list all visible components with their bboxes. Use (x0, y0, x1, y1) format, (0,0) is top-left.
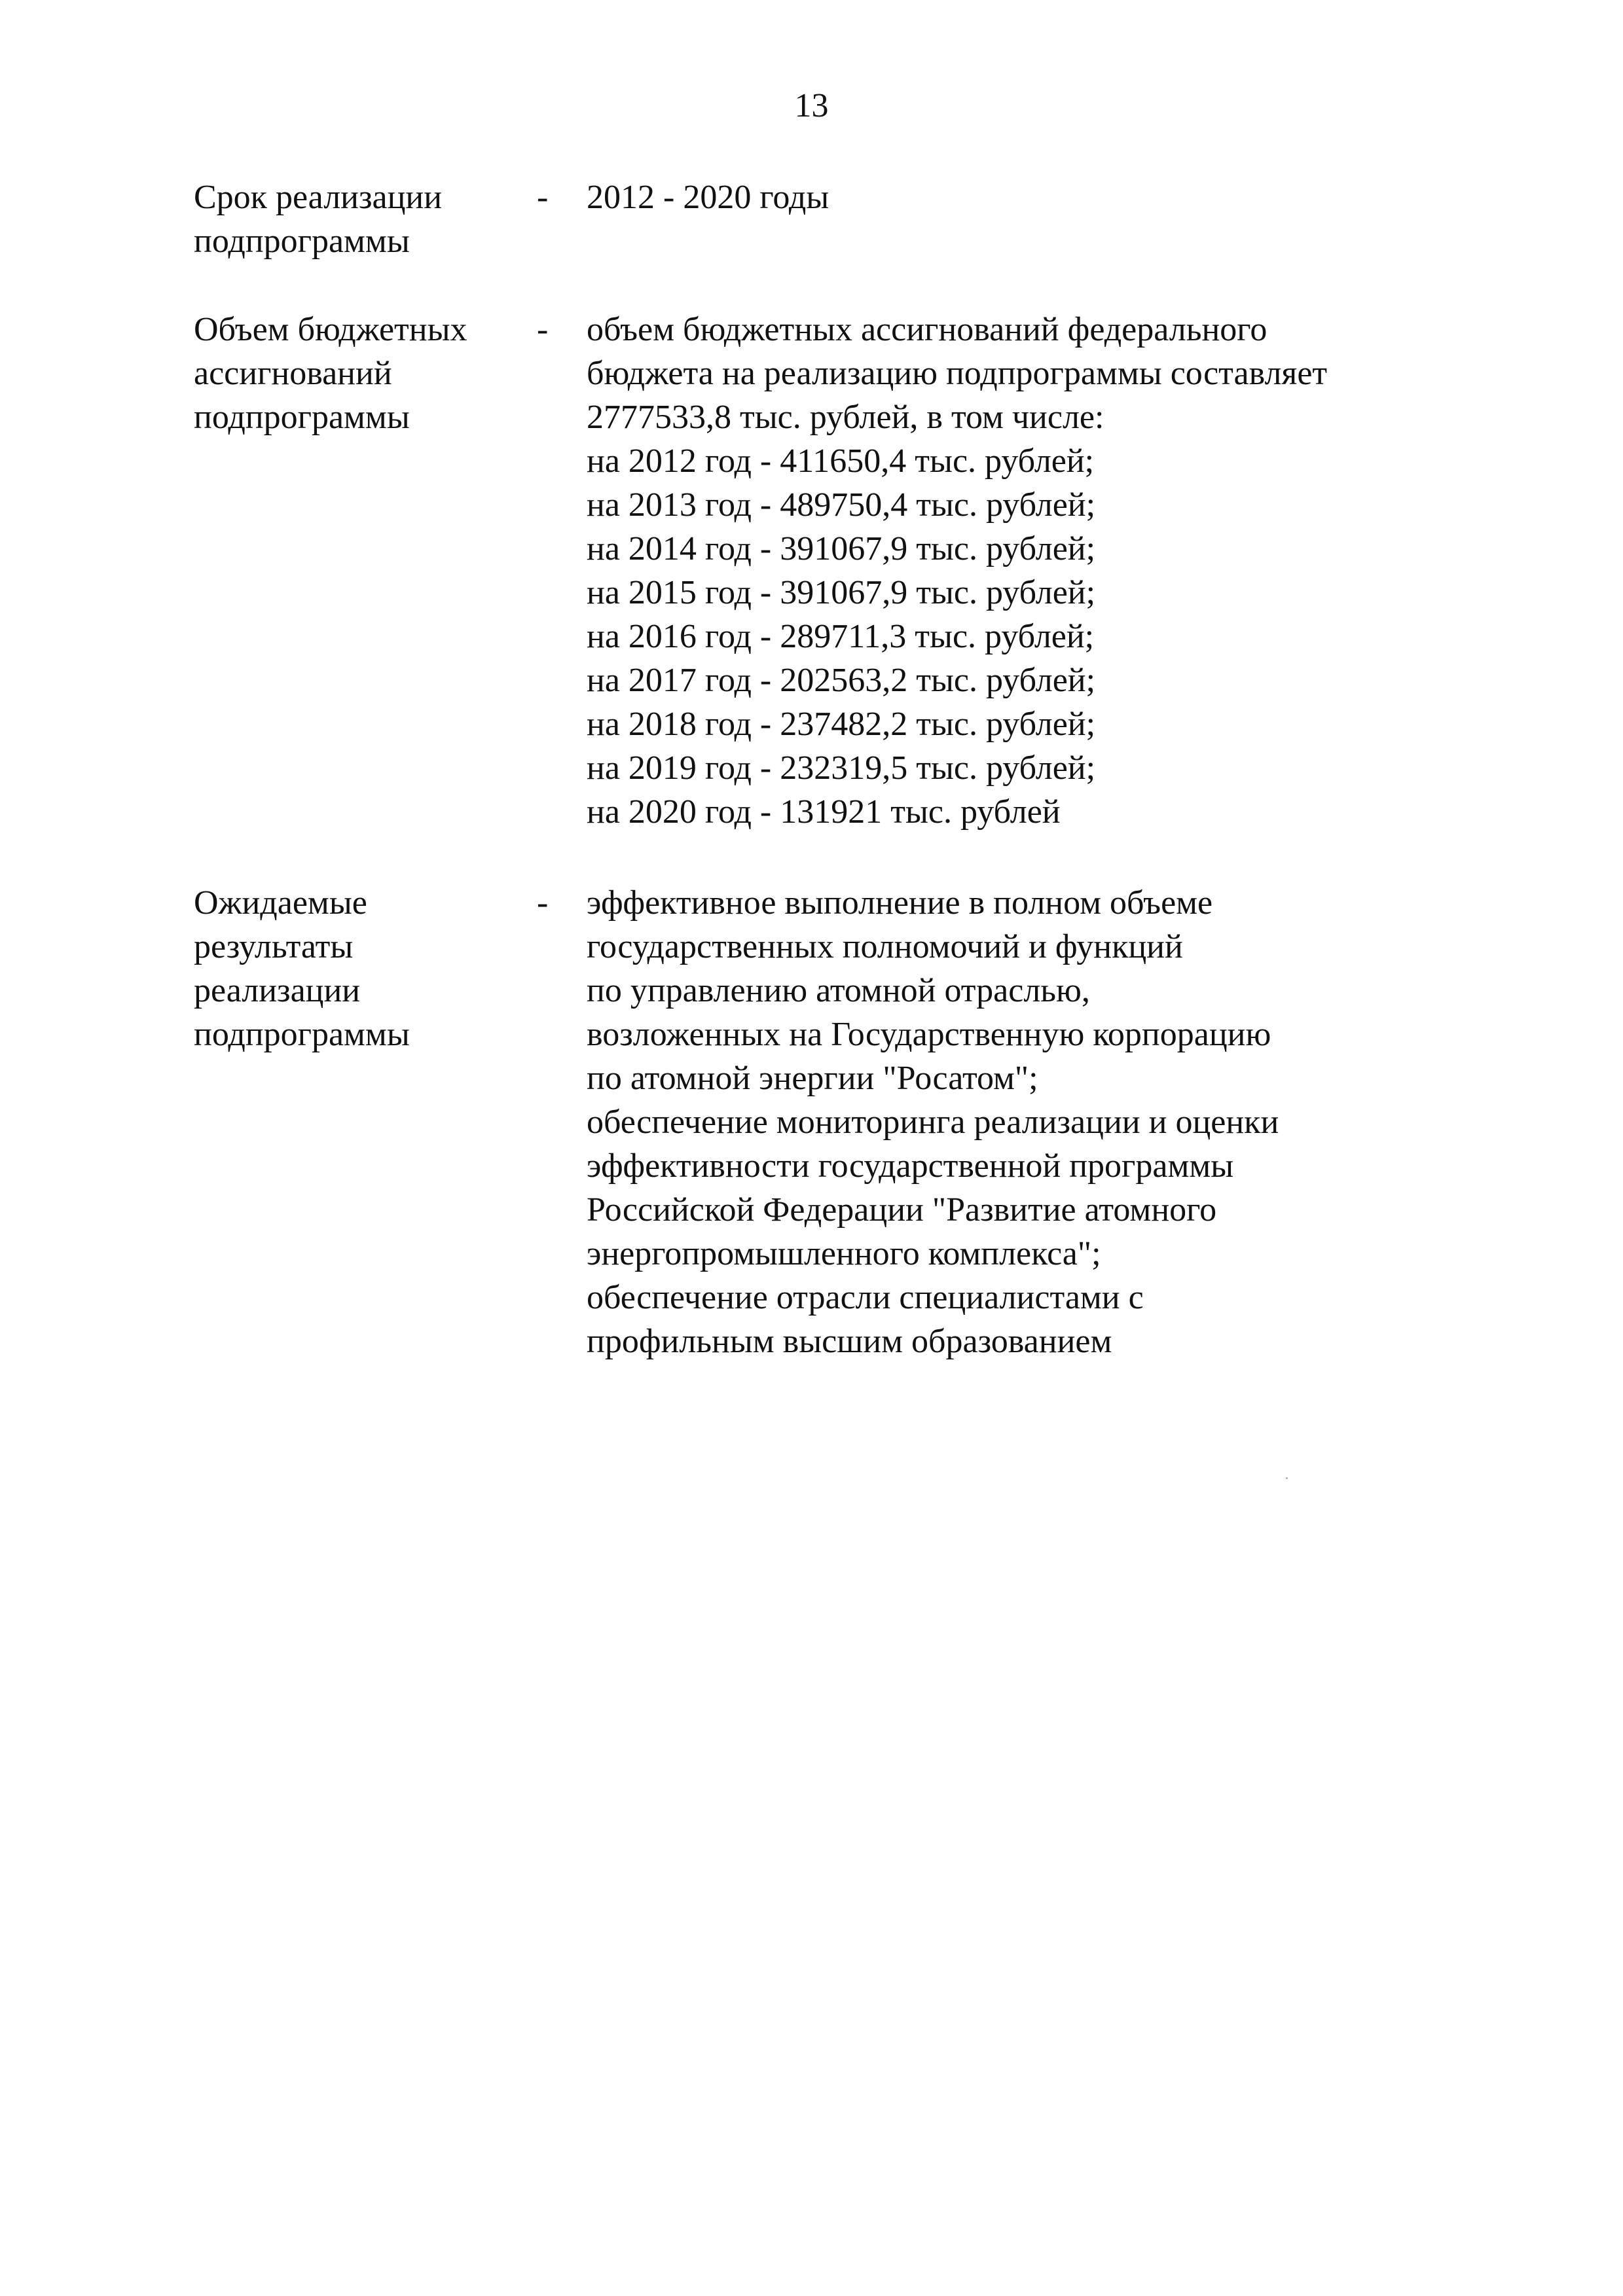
term-value-line: 2012 - 2020 годы (587, 179, 830, 216)
budget-year-line: на 2014 год - 391067,9 тыс. рублей; (587, 530, 1096, 567)
results-value-line: эффективное выполнение в полном объеме (587, 884, 1213, 922)
results-value-line: по управлению атомной отраслью, (587, 972, 1090, 1009)
budget-label-line: ассигнований (194, 355, 392, 392)
term-label (194, 175, 534, 263)
budget-label-line: Объем бюджетных (194, 311, 467, 348)
page-number: 13 (794, 87, 829, 124)
budget-label (194, 308, 534, 439)
term-label-line: Срок реализации (194, 179, 443, 216)
results-value-line: возложенных на Государственную корпорацию (587, 1016, 1271, 1053)
results-label-line: Ожидаемые (194, 884, 367, 922)
scan-artifact (1286, 1477, 1288, 1479)
results-value-line: обеспечение мониторинга реализации и оценки (587, 1103, 1279, 1141)
results-label-line: подпрограммы (194, 1016, 410, 1053)
results-label-line: реализации (194, 972, 361, 1009)
results-value-line: Российской Федерации "Развитие атомного (587, 1191, 1217, 1229)
results-value (587, 881, 1503, 1363)
budget-dash: - (537, 311, 549, 348)
budget-label-line: подпрограммы (194, 399, 410, 436)
results-value-line: профильным высшим образованием (587, 1323, 1112, 1360)
budget-value-line: объем бюджетных ассигнований федерального (587, 311, 1267, 348)
budget-value (587, 308, 1503, 834)
term-label-line: подпрограммы (194, 223, 410, 260)
budget-year-line: на 2012 год - 411650,4 тыс. рублей; (587, 442, 1095, 480)
results-label-line: результаты (194, 928, 354, 965)
budget-value-line: 2777533,8 тыс. рублей, в том числе: (587, 399, 1104, 436)
results-dash: - (537, 884, 549, 922)
term-dash: - (537, 179, 549, 216)
budget-year-line: на 2020 год - 131921 тыс. рублей (587, 793, 1061, 831)
results-value-line: обеспечение отрасли специалистами с (587, 1279, 1144, 1316)
results-value-line: эффективности государственной программы (587, 1147, 1234, 1185)
budget-year-line: на 2018 год - 237482,2 тыс. рублей; (587, 706, 1096, 743)
results-value-line: государственных полномочий и функций (587, 928, 1183, 965)
budget-year-line: на 2019 год - 232319,5 тыс. рублей; (587, 749, 1096, 787)
budget-year-line: на 2016 год - 289711,3 тыс. рублей; (587, 618, 1095, 655)
budget-year-line: на 2015 год - 391067,9 тыс. рублей; (587, 574, 1096, 611)
results-label (194, 881, 534, 1056)
budget-value-line: бюджета на реализацию подпрограммы составляет (587, 355, 1328, 392)
term-value (587, 175, 1503, 219)
results-value-line: по атомной энергии "Росатом"; (587, 1060, 1038, 1097)
results-value-line: энергопромышленного комплекса"; (587, 1235, 1101, 1272)
budget-year-line: на 2013 год - 489750,4 тыс. рублей; (587, 486, 1096, 524)
budget-year-line: на 2017 год - 202563,2 тыс. рублей; (587, 662, 1096, 699)
